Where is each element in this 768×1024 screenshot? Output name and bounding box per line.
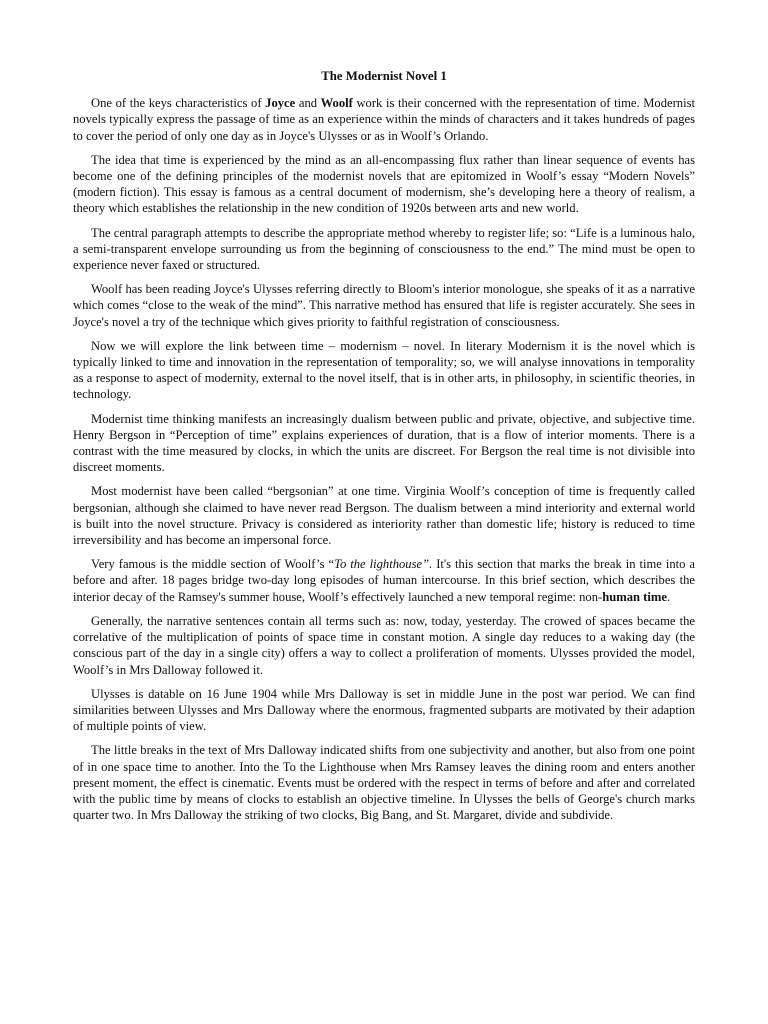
paragraph-8-text-c: . [666,589,671,604]
paragraph-1-text-a: One of the keys characteristics of [91,96,266,111]
paragraph-10: Ulysses is datable on 16 June 1904 while Mrs Dalloway is set in middle June in the post war period. We can find similarities between Ulysses and Mrs Dalloway where the enormous, fragmented subparts are motivated by their adaption of multiple points of view. [73,686,695,734]
document-title: The Modernist Novel 1 [321,69,447,83]
paragraph-7: Most modernist have been called “bergsonian” at one time. Virginia Woolf’s conception of time is frequently called bergsonian, although she claimed to have never read Bergson. The dualism between a mind interiority and external world is built into the novel structure. Privacy is considered as interiority rather than domestic life; history is reduced to time irreversibility and has become an impersonal force. [73,484,695,548]
paragraph-1-text-b: and [295,96,321,111]
paragraph-1 [73,95,695,144]
paragraph-4: Woolf has been reading Joyce's Ulysses referring directly to Bloom's interior monologue, she speaks of it as a narrative which comes “close to the weak of the mind”. This narrative method has ensured that life is register accurately. She sees in Joyce's novel a try of the technique which gives priority to faithful registration of consciousness. [73,282,695,329]
paragraph-6: Modernist time thinking manifests an increasingly dualism between public and private, objective, and subjective time. Henry Bergson in “Perception of time” explains experiences of duration, that is a flow of interior moments. There is a contrast with the time measured by clocks, in which the units are discreet. For Bergson the real time is not divisible into discreet moments. [73,411,695,475]
paragraph-9: Generally, the narrative sentences contain all terms such as: now, today, yesterday. The crowed of spaces became the correlative of the multiplication of points of space time in constant motion. A single day reduces to a waking day (the conscious part of the day in a single city) offers a way to collect a proliferation of moments. Ulysses provided the model, Woolf’s in Mrs Dalloway followed it. [73,613,695,677]
paragraph-8 [73,556,695,605]
human-time-bold: human time [602,589,667,604]
paragraph-3: The central paragraph attempts to describe the appropriate method whereby to register life; so: “Life is a luminous halo, a semi-transparent envelope surrounding us from the beginning of consciousness to the end.” The mind must be open to experience never faxed or structured. [73,225,695,273]
paragraph-5: Now we will explore the link between time – modernism – novel. In literary Modernism it is the novel which is typically linked to time and innovation in the representation of temporality; so, we will analyse innovations in temporality as a response to aspect of modernity, external to the novel itself, that is in other arts, in philosophy, in scientific theories, in technology. [73,338,695,402]
paragraph-2: The idea that time is experienced by the mind as an all-encompassing flux rather than linear sequence of events has become one of the defining principles of the modernist novels that are epitomized in Woolf’s essay “Modern Novels” (modern fiction). This essay is famous as a central document of modernism, she’s developing here a theory of realism, a theory which establishes the relationship in the new condition of 1920s between arts and new world. [73,152,695,216]
woolf-bold: Woolf [320,96,353,111]
paragraph-8-text-a: Very famous is the middle section of Woolf’s “ [91,557,335,572]
paragraph-11: The little breaks in the text of Mrs Dalloway indicated shifts from one subjectivity and another, but also from one point of in one space time to another. Into the To the Lighthouse when Mrs Ramsey leaves the dining room and enters another present moment, the effect is cinematic. Events must be ordered with the respect in terms of before and after and correlated with the public time by means of clocks to establish an objective timeline. In Ulysses the bells of George's church marks quarter two. In Mrs Dalloway the striking of two clocks, Big Bang, and St. Margaret, divide and subdivide. [73,743,695,823]
lighthouse-title-italic: To the lighthouse”. [334,557,433,572]
paragraph-8-text-b: It's this section that marks the break in time into a before and after. 18 pages bridge two-day long episodes of human intercourse. In this brief section, which describes the interior decay of the Ramsey's summer house, Woolf’s effectively launched a new temporal regime: non- [73,557,695,604]
joyce-bold: Joyce [265,96,296,111]
paragraph-1-text-c: work is their concerned with the representation of time. Modernist novels typically express the passage of time as an experience within the minds of characters and it takes hundreds of pages to cover the period of only one day as in Joyce's Ulysses or as in Woolf’s Orlando. [73,96,695,143]
